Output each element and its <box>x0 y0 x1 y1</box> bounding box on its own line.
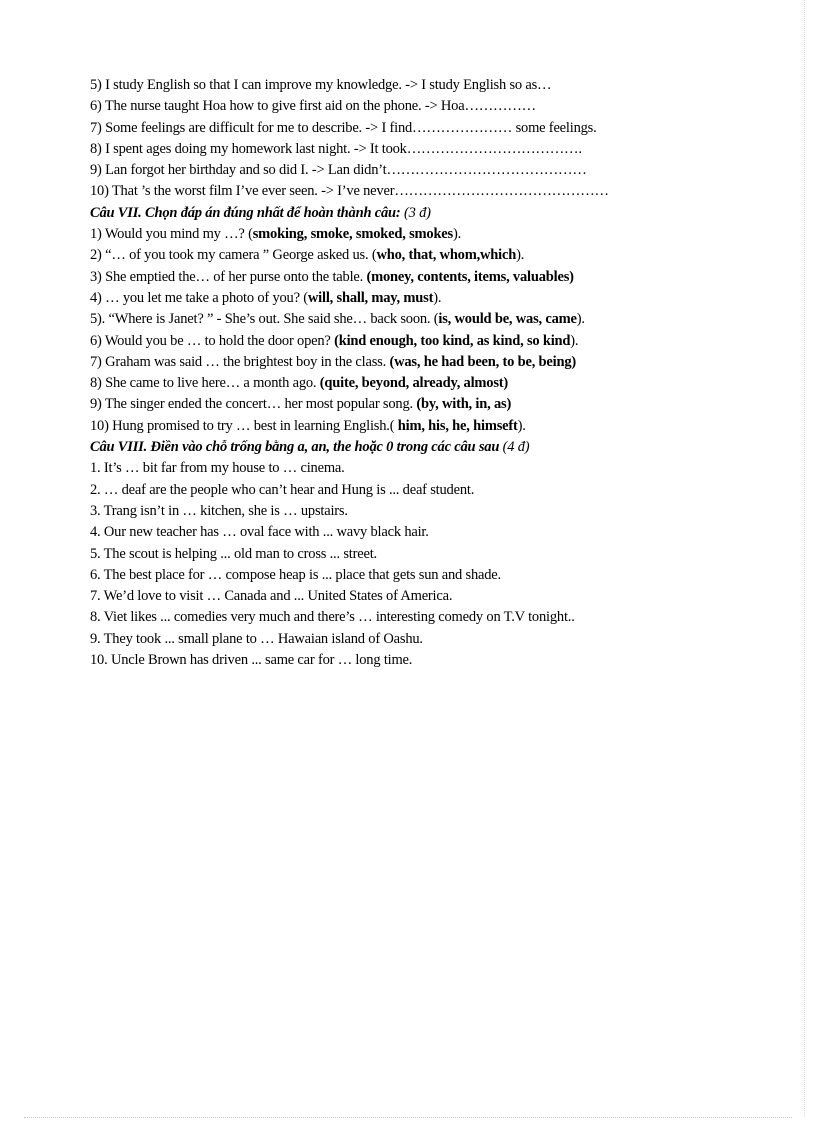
fill-blank-item: 5. The scout is helping ... old man to cross ... street. <box>90 545 377 562</box>
question-item <box>90 394 790 415</box>
rewrite-item: 6) The nurse taught Hoa how to give first aid on the phone. -> Hoa…………… <box>90 98 536 115</box>
question-options: (money, contents, items, valuables) <box>366 268 574 285</box>
question-text: 1) Would you mind my …? ( <box>90 226 253 243</box>
rewrite-item: 7) Some feelings are difficult for me to describe. -> I find………………… some feelings. <box>90 119 597 136</box>
question-text: 2) “… of you took my camera ” George asked us. ( <box>90 247 377 264</box>
section7-heading <box>90 203 790 224</box>
question-text: 10) Hung promised to try … best in learning English.( <box>90 417 398 434</box>
question-item <box>90 352 790 373</box>
question-options: (by, with, in, as) <box>416 396 512 413</box>
question-item <box>90 245 790 266</box>
question-tail: ). <box>516 247 525 264</box>
question-item <box>90 416 790 437</box>
fill-blank-item: 8. Viet likes ... comedies very much and there’s … interesting comedy on T.V tonight.. <box>90 609 575 626</box>
question-text: 9) The singer ended the concert… her most popular song. <box>90 396 417 413</box>
question-options: will, shall, may, must <box>307 289 434 306</box>
fill-blank-item: 10. Uncle Brown has driven ... same car for … long time. <box>90 652 413 669</box>
question-text: 8) She came to live here… a month ago. <box>90 375 320 392</box>
rewrite-item: 9) Lan forgot her birthday and so did I. -> Lan didn’t…………………………………… <box>90 162 587 179</box>
question-tail: ). <box>576 311 585 328</box>
page-right-border <box>804 0 805 1117</box>
document-body <box>90 75 790 671</box>
section8-points: (4 đ) <box>502 439 530 456</box>
question-text: 7) Graham was said … the brightest boy in the class. <box>90 353 390 370</box>
question-options: (was, he had been, to be, being) <box>389 353 577 370</box>
question-text: 3) She emptied the… of her purse onto the table. <box>90 268 367 285</box>
question-item <box>90 309 790 330</box>
question-options: is, would be, was, came <box>438 311 577 328</box>
question-text: 6) Would you be … to hold the door open? <box>90 332 335 349</box>
fill-blank-item: 6. The best place for … compose heap is ... place that gets sun and shade. <box>90 566 501 583</box>
fill-blank-item: 1. It’s … bit far from my house to … cinema. <box>90 460 345 477</box>
rewrite-item: 8) I spent ages doing my homework last night. -> It took………………………………. <box>90 140 582 157</box>
fill-blank-item: 9. They took ... small plane to … Hawaian island of Oashu. <box>90 630 423 647</box>
question-text: 4) … you let me take a photo of you? ( <box>90 289 308 306</box>
question-tail: ). <box>452 226 462 243</box>
fill-blank-item: 4. Our new teacher has … oval face with ... wavy black hair. <box>90 524 429 541</box>
page-bottom-border <box>24 1117 792 1118</box>
question-text: 5). “Where is Janet? ” - She’s out. She said she… back soon. ( <box>90 311 439 328</box>
rewrite-item: 5) I study English so that I can improve my knowledge. -> I study English so as… <box>90 77 552 93</box>
question-tail: ). <box>570 332 579 349</box>
rewrite-item: 10) That ’s the worst film I’ve ever seen. -> I’ve never……………………………………… <box>90 183 609 200</box>
section8-heading <box>90 437 790 458</box>
question-item <box>90 331 790 352</box>
fill-blank-item: 3. Trang isn’t in … kitchen, she is … upstairs. <box>90 502 348 519</box>
question-options: (quite, beyond, already, almost) <box>319 375 509 392</box>
question-tail: ). <box>517 417 526 434</box>
section7-points: (3 đ) <box>403 204 431 221</box>
section8-title: Câu VIII. Điền vào chỗ trống bằng a, an, the hoặc 0 trong các câu sau <box>90 439 503 456</box>
section7-title: Câu VII. Chọn đáp án đúng nhất để hoàn thành câu: <box>90 204 404 221</box>
question-item <box>90 288 790 309</box>
fill-blank-item: 2. … deaf are the people who can’t hear and Hung is ... deaf student. <box>90 481 475 498</box>
question-item <box>90 373 790 394</box>
question-options: him, his, he, himseft <box>397 417 518 434</box>
fill-blank-item: 7. We’d love to visit … Canada and ... United States of America. <box>90 588 453 605</box>
question-options: smoking, smoke, smoked, smokes <box>252 226 453 243</box>
question-tail: ). <box>433 289 442 306</box>
question-options: who, that, whom,which <box>376 247 517 264</box>
question-item <box>90 267 790 288</box>
question-item <box>90 224 790 245</box>
question-options: (kind enough, too kind, as kind, so kind <box>334 332 571 349</box>
